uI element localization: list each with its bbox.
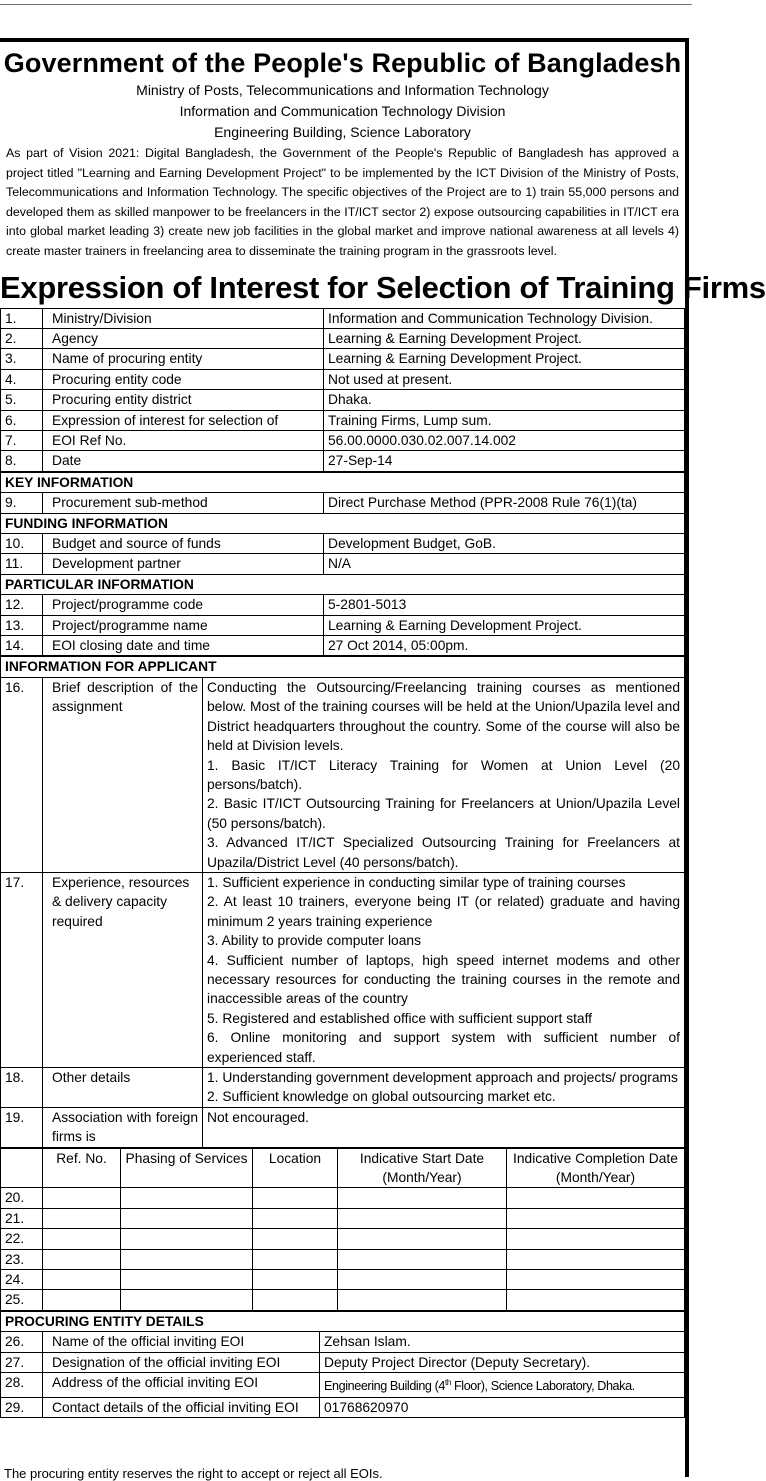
empty-cell	[43, 1188, 121, 1208]
phasing-row	[1, 1188, 685, 1208]
empty-cell	[338, 1270, 507, 1290]
eoi-document	[0, 38, 766, 1477]
section-heading: FUNDING INFORMATION	[1, 513, 685, 533]
row-label: Budget and source of funds	[43, 534, 324, 554]
empty-cell	[338, 1208, 507, 1228]
row-number: 18.	[1, 1068, 43, 1108]
empty-cell	[253, 1290, 338, 1310]
row-value: 01768620970	[320, 1397, 685, 1417]
row-label: Other details	[43, 1068, 203, 1108]
row-label: Procuring entity district	[43, 390, 324, 410]
col-header-start: Indicative Start Date (Month/Year)	[338, 1148, 507, 1188]
row-number: 2.	[1, 328, 43, 348]
empty-cell	[121, 1270, 253, 1290]
empty-cell	[121, 1208, 253, 1228]
col-header-location: Location	[253, 1148, 338, 1188]
table-row	[1, 431, 685, 451]
row-value: 27-Sep-14	[324, 451, 685, 471]
row-number: 4.	[1, 369, 43, 389]
row-label: Development partner	[43, 554, 324, 574]
address-text: Floor), Science Laboratory, Dhaka.	[450, 1379, 635, 1394]
row-label: EOI closing date and time	[43, 636, 324, 656]
address-line: Engineering Building, Science Laboratory	[214, 124, 471, 140]
row-value: Development Budget, GoB.	[324, 534, 685, 554]
table-row	[1, 451, 685, 471]
row-label: Agency	[43, 328, 324, 348]
footer-note: The procuring entity reserves the right to accept or reject all EOIs.	[4, 1466, 383, 1481]
row-number: 29.	[1, 1397, 43, 1417]
row-number: 12.	[1, 595, 43, 615]
table-row	[1, 534, 685, 554]
row-label: Designation of the official inviting EOI	[43, 1352, 320, 1372]
row-number: 17.	[1, 872, 43, 1067]
row-label: Experience, resources & delivery capacity required	[43, 872, 203, 1067]
table-row	[1, 349, 685, 369]
row-number: 25.	[1, 1290, 43, 1310]
intro-paragraph: As part of Vision 2021: Digital Bangladesh, the Government of the People's Republic of Bangladesh has approved a project titled "Learning and Earning Development Project" to be implemented by the ICT Division of the Ministry of Posts, Telecommunications and Information Technology. The specific objectives of the Project are to 1) train 55,000 persons and developed them as skilled manpower to be freelancers in the IT/ICT sector 2) expose outsourcing capabilities in IT/ICT era into global market leading 3) create new job facilities in the global market and improve national awareness at all levels 4) create master trainers in freelancing area to disseminate the training program in the grassroots level.	[6, 146, 679, 258]
phasing-table	[0, 1148, 685, 1311]
table-row	[1, 390, 685, 410]
phasing-header-row	[1, 1148, 685, 1188]
row-value: 27 Oct 2014, 05:00pm.	[324, 636, 685, 656]
empty-cell	[121, 1249, 253, 1269]
empty-cell	[253, 1249, 338, 1269]
table-row	[1, 369, 685, 389]
section-heading: PARTICULAR INFORMATION	[1, 574, 685, 594]
row-number: 10.	[1, 534, 43, 554]
col-header-phasing: Phasing of Services	[121, 1148, 253, 1188]
row-value: Not used at present.	[324, 369, 685, 389]
top-rule	[0, 4, 692, 5]
requirement-item: 2. At least 10 trainers, everyone being IT (or related) graduate and having minimum 2 years training experience	[207, 894, 680, 929]
ordinal-suffix: th	[445, 1378, 451, 1388]
row-number: 8.	[1, 451, 43, 471]
detail-item: 2. Sufficient knowledge on global outsourcing market etc.	[207, 1089, 556, 1105]
phasing-row	[1, 1270, 685, 1290]
row-value: Learning & Earning Development Project.	[324, 349, 685, 369]
row-label: Ministry/Division	[43, 308, 324, 328]
empty-cell	[43, 1290, 121, 1310]
row-value: 5-2801-5013	[324, 595, 685, 615]
table-row	[1, 595, 685, 615]
row-number: 14.	[1, 636, 43, 656]
empty-cell	[121, 1188, 253, 1208]
row-number: 27.	[1, 1352, 43, 1372]
table-row	[1, 872, 685, 1067]
row-value: Not encouraged.	[203, 1107, 685, 1147]
empty-cell	[43, 1208, 121, 1228]
empty-cell	[253, 1270, 338, 1290]
section-rows	[1, 472, 685, 656]
row-label: Brief description of the assignment	[43, 677, 203, 872]
eoi-table	[0, 308, 685, 472]
government-title: Government of the People's Republic of Bangladesh	[3, 48, 682, 78]
row-number: 6.	[1, 410, 43, 430]
phasing-row	[1, 1249, 685, 1269]
row-number: 28.	[1, 1373, 43, 1398]
row-number: 1.	[1, 308, 43, 328]
row-number: 7.	[1, 431, 43, 451]
procuring-entity-table	[0, 1311, 685, 1418]
basic-info-rows	[1, 308, 685, 471]
phasing-row	[1, 1229, 685, 1249]
table-row	[1, 1107, 685, 1147]
row-label: Address of the official inviting EOI	[43, 1373, 320, 1398]
table-row	[1, 554, 685, 574]
assignment-text: Conducting the Outsourcing/Freelancing training courses as mentioned below. Most of the training courses will be held at the Union/Upazila level and District headquarters throughout the country. Some of the course will also be held at Division levels.	[207, 679, 680, 754]
table-row	[1, 410, 685, 430]
empty-cell	[43, 1270, 121, 1290]
row-number: 11.	[1, 554, 43, 574]
empty-cell	[507, 1229, 685, 1249]
document-header	[0, 46, 685, 143]
requirement-item: 3. Ability to provide computer loans	[207, 933, 421, 949]
col-header-completion: Indicative Completion Date (Month/Year)	[507, 1148, 685, 1188]
phasing-row	[1, 1208, 685, 1228]
table-row	[1, 1352, 685, 1372]
section-heading: KEY INFORMATION	[1, 472, 685, 492]
empty-cell	[121, 1229, 253, 1249]
row-number: 3.	[1, 349, 43, 369]
row-value: Learning & Earning Development Project.	[324, 328, 685, 348]
applicant-table	[0, 656, 685, 1147]
row-number: 9.	[1, 493, 43, 513]
table-row	[1, 1373, 685, 1398]
phasing-rows	[1, 1148, 685, 1310]
section-heading-row	[1, 1311, 685, 1331]
empty-cell	[507, 1208, 685, 1228]
row-value: 56.00.0000.030.02.007.14.002	[324, 431, 685, 451]
row-value: Dhaka.	[324, 390, 685, 410]
table-row	[1, 493, 685, 513]
row-label: Procurement sub-method	[43, 493, 324, 513]
row-value: N/A	[324, 554, 685, 574]
row-value: Information and Communication Technology Division.	[324, 308, 685, 328]
row-value	[203, 872, 685, 1067]
row-value	[320, 1373, 685, 1398]
row-number: 24.	[1, 1270, 43, 1290]
requirement-item: 6. Online monitoring and support system with sufficient number of experienced staff.	[207, 1030, 680, 1065]
empty-cell	[253, 1188, 338, 1208]
requirement-item: 5. Registered and established office with sufficient support staff	[207, 1010, 593, 1026]
row-number: 19.	[1, 1107, 43, 1147]
row-label: Contact details of the official inviting EOI	[43, 1397, 320, 1417]
empty-cell	[253, 1229, 338, 1249]
phasing-row	[1, 1290, 685, 1310]
section-heading-row	[1, 657, 685, 677]
row-number: 16.	[1, 677, 43, 872]
row-number: 13.	[1, 615, 43, 635]
assignment-item: 1. Basic IT/ICT Literacy Training for Women at Union Level (20 persons/batch).	[207, 757, 680, 792]
empty-cell	[43, 1229, 121, 1249]
empty-cell	[338, 1290, 507, 1310]
row-label: Project/programme code	[43, 595, 324, 615]
empty-cell	[253, 1208, 338, 1228]
row-value: Learning & Earning Development Project.	[324, 615, 685, 635]
empty-cell	[338, 1249, 507, 1269]
table-row	[1, 1332, 685, 1352]
table-row	[1, 636, 685, 656]
table-row	[1, 308, 685, 328]
table-row	[1, 1397, 685, 1417]
key-info-table	[0, 472, 685, 657]
requirement-item: 1. Sufficient experience in conducting similar type of training courses	[207, 874, 626, 890]
section-heading-row	[1, 513, 685, 533]
row-number: 23.	[1, 1249, 43, 1269]
ministry-line: Ministry of Posts, Telecommunications and Information Technology	[136, 82, 549, 98]
empty-cell	[507, 1290, 685, 1310]
row-label: Date	[43, 451, 324, 471]
row-label: Expression of interest for selection of	[43, 410, 324, 430]
row-label: EOI Ref No.	[43, 431, 324, 451]
empty-cell	[43, 1249, 121, 1269]
row-label: Association with foreign firms is	[43, 1107, 203, 1147]
detail-item: 1. Understanding government development approach and projects/ programs	[207, 1070, 678, 1085]
empty-cell	[507, 1188, 685, 1208]
row-value: Training Firms, Lump sum.	[324, 410, 685, 430]
row-label: Project/programme name	[43, 615, 324, 635]
empty-cell	[121, 1290, 253, 1310]
row-number: 21.	[1, 1208, 43, 1228]
row-value: Direct Purchase Method (PPR-2008 Rule 76(1)(ta)	[324, 493, 685, 513]
row-label: Procuring entity code	[43, 369, 324, 389]
row-value	[203, 677, 685, 872]
row-label: Name of the official inviting EOI	[43, 1332, 320, 1352]
section-heading: PROCURING ENTITY DETAILS	[1, 1311, 685, 1331]
empty-cell	[338, 1188, 507, 1208]
row-value	[203, 1068, 685, 1108]
row-number: 20.	[1, 1188, 43, 1208]
section-heading-row	[1, 472, 685, 492]
empty-cell	[338, 1229, 507, 1249]
table-row	[1, 615, 685, 635]
row-number: 22.	[1, 1229, 43, 1249]
table-row	[1, 1068, 685, 1108]
row-value: Deputy Project Director (Deputy Secretary).	[320, 1352, 685, 1372]
assignment-item: 2. Basic IT/ICT Outsourcing Training for Freelancers at Union/Upazila Level (50 persons/batch).	[207, 796, 680, 831]
division-line: Information and Communication Technology Division	[179, 103, 506, 119]
row-number: 26.	[1, 1332, 43, 1352]
row-value: Zehsan Islam.	[320, 1332, 685, 1352]
requirement-item: 4. Sufficient number of laptops, high speed internet modems and other necessary resources for conducting the training courses in the remote and inaccessible areas of the country	[207, 952, 680, 1007]
row-number: 5.	[1, 390, 43, 410]
section-heading-row	[1, 574, 685, 594]
table-row	[1, 328, 685, 348]
row-label: Name of procuring entity	[43, 349, 324, 369]
empty-cell	[507, 1270, 685, 1290]
address-text: Engineering Building (4	[324, 1379, 446, 1394]
blank-cell	[1, 1148, 43, 1188]
assignment-item: 3. Advanced IT/ICT Specialized Outsourcing Training for Freelancers at Upazila/District Level (40 persons/batch).	[207, 835, 680, 870]
col-header-ref: Ref. No.	[43, 1148, 121, 1188]
eoi-title: Expression of Interest for Selection of Training Firms	[0, 269, 766, 305]
empty-cell	[507, 1249, 685, 1269]
section-heading: INFORMATION FOR APPLICANT	[1, 657, 685, 677]
table-row	[1, 677, 685, 872]
